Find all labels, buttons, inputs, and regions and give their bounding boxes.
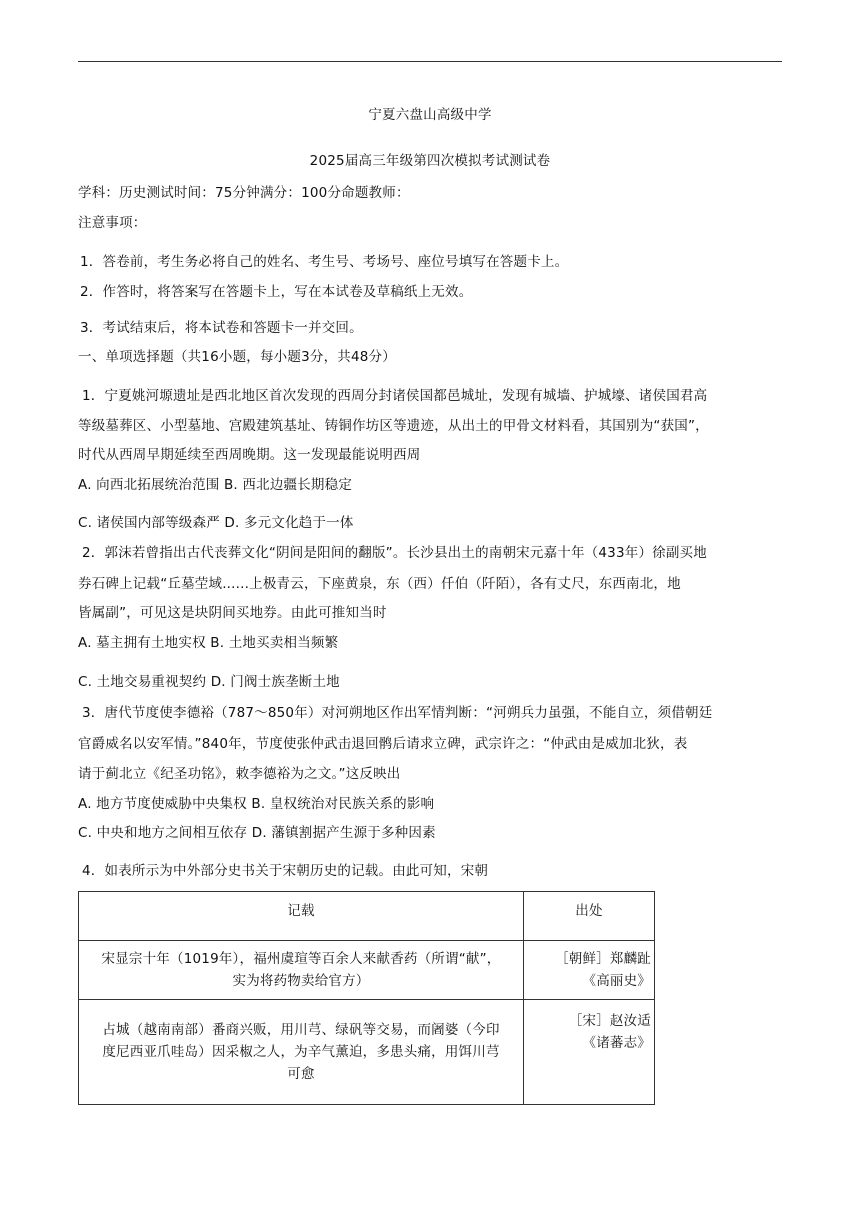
source-author: ［朝鲜］郑麟趾	[555, 951, 651, 967]
table-header-source: 出处	[524, 892, 655, 941]
section-title: 一、单项选择题（共16小题，每小题3分，共48分）	[78, 349, 396, 365]
table-row	[79, 1000, 655, 1105]
history-records-table	[78, 891, 655, 1105]
source-book: 《诸蕃志》	[582, 1035, 651, 1051]
note-item: 3．考试结束后，将本试卷和答题卡一并交回。	[80, 320, 363, 336]
exam-info-line: 学科：历史测试时间：75分钟满分：100分命题教师：	[78, 185, 410, 201]
record-line: 可愈	[287, 1066, 315, 1082]
source-cell	[524, 1000, 655, 1105]
question-2-options-ab: A. 墓主拥有土地实权 B. 土地买卖相当频繁	[78, 635, 339, 651]
record-cell	[79, 941, 524, 1000]
record-line: 占城（越南南部）番商兴贩，用川芎、绿矾等交易，而阇婆（今印	[102, 1022, 500, 1038]
question-1-text: 时代从西周早期延续至西周晚期。这一发现最能说明西周	[78, 447, 421, 463]
source-book: 《高丽史》	[582, 973, 651, 989]
question-1-options-cd: C. 诸侯国内部等级森严 D. 多元文化趋于一体	[78, 515, 354, 531]
question-2-options-cd: C. 土地交易重视契约 D. 门阀士族垄断土地	[78, 674, 340, 690]
question-3-text: 3．唐代节度使李德裕（787～850年）对河朔地区作出军情判断：“河朔兵力虽强，不能自立，须借朝廷	[82, 705, 713, 721]
table-row	[79, 941, 655, 1000]
note-item: 2．作答时，将答案写在答题卡上，写在本试卷及草稿纸上无效。	[80, 284, 473, 300]
notes-title: 注意事项：	[78, 215, 147, 231]
exam-title: 2025届高三年级第四次模拟考试测试卷	[309, 153, 551, 169]
table-header-record: 记载	[79, 892, 524, 941]
question-3-text: 请于蓟北立《纪圣功铭》，敕李德裕为之文。”这反映出	[78, 766, 401, 782]
table-header-row	[79, 892, 655, 941]
record-line: 宋显宗十年（1019年），福州虞瑄等百余人来献香药（所谓“献”，	[101, 951, 501, 967]
question-2-text: 皆属副”，可见这是块阴间买地券。由此可推知当时	[78, 605, 387, 621]
question-3-options-ab: A. 地方节度使威胁中央集权 B. 皇权统治对民族关系的影响	[78, 796, 435, 812]
question-4-text: 4．如表所示为中外部分史书关于宋朝历史的记载。由此可知，宋朝	[82, 863, 489, 879]
header-rule	[78, 61, 782, 62]
record-line: 度尼西亚爪哇岛）因采椒之人，为辛气薰迫，多患头痛，用饵川芎	[102, 1044, 500, 1060]
school-name: 宁夏六盘山高级中学	[368, 107, 492, 123]
record-line: 实为将药物卖给官方）	[232, 973, 370, 989]
source-cell	[524, 941, 655, 1000]
question-3-text: 官爵威名以安军情。”840年，节度使张仲武击退回鹘后请求立碑，武宗许之：“仲武由是威加北狄，表	[78, 736, 688, 752]
record-cell	[79, 1000, 524, 1105]
question-3-options-cd: C. 中央和地方之间相互依存 D. 藩镇割据产生源于多种因素	[78, 825, 436, 841]
question-1-options-ab: A. 向西北拓展统治范围 B. 西北边疆长期稳定	[78, 477, 353, 493]
question-1-text: 等级墓葬区、小型墓地、宫殿建筑基址、铸铜作坊区等遗迹，从出土的甲骨文材料看，其国别为“获国”，	[78, 418, 709, 434]
source-author: ［宋］赵汝适	[568, 1013, 651, 1029]
question-2-text: 券石碑上记载“丘墓茔域......上极青云，下座黄泉，东（西）仟伯（阡陌），各有丈尺，东西南北，地	[78, 576, 681, 592]
note-item: 1．答卷前，考生务必将自己的姓名、考生号、考场号、座位号填写在答题卡上。	[80, 254, 569, 270]
question-1-text: 1．宁夏姚河塬遗址是西北地区首次发现的西周分封诸侯国都邑城址，发现有城墙、护城壕、诸侯国君高	[82, 388, 708, 404]
question-2-text: 2．郭沫若曾指出古代丧葬文化“阴间是阳间的翻版”。长沙县出土的南朝宋元嘉十年（433年）徐副买地	[82, 545, 707, 561]
